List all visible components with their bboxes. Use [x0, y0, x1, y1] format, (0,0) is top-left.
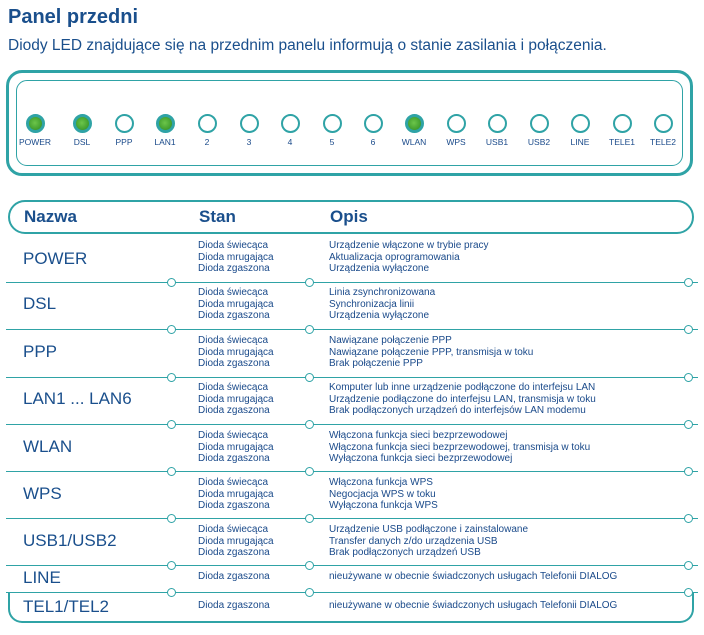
led-usb2 [517, 114, 561, 147]
row-descriptions [329, 335, 533, 370]
led-label: POWER [18, 137, 52, 147]
led-wps [434, 114, 478, 147]
led-indicator-icon [447, 114, 466, 133]
led-indicator-icon [405, 114, 424, 133]
separator-dot-icon [684, 325, 693, 334]
separator-dot-icon [305, 420, 314, 429]
description-line: Urządzenie podłączone do interfejsu LAN, transmisja w toku [329, 393, 596, 405]
state-line: Dioda zgaszona [198, 263, 270, 274]
separator-dot-icon [167, 514, 176, 523]
separator-dot-icon [167, 420, 176, 429]
row-descriptions [329, 382, 596, 417]
row-separator [0, 325, 704, 335]
led-label: TELE2 [650, 137, 676, 147]
page-title: Panel przedni [8, 6, 139, 28]
row-name: WPS [23, 484, 62, 503]
row-descriptions [329, 240, 489, 275]
state-line: Dioda świecąca [198, 240, 269, 251]
state-line: Dioda mrugająca [198, 488, 274, 500]
row-descriptions [329, 571, 617, 583]
led-dsl [60, 114, 104, 147]
separator-line [6, 565, 698, 566]
led-indicator-icon [571, 114, 590, 133]
row-states [198, 524, 274, 559]
separator-line [6, 282, 698, 283]
led-label: LAN1 [154, 137, 176, 147]
led-indicator-icon [198, 114, 217, 133]
row-name: LAN1 ... LAN6 [23, 389, 132, 408]
state-line: Dioda świecąca [198, 477, 269, 488]
led-power [13, 114, 57, 147]
header-name: Nazwa [24, 207, 77, 226]
row-name: USB1/USB2 [23, 531, 117, 550]
led-indicator-icon [488, 114, 507, 133]
separator-dot-icon [167, 373, 176, 382]
separator-dot-icon [167, 561, 176, 570]
led-label: DSL [73, 137, 91, 147]
state-line: Dioda mrugająca [198, 535, 274, 547]
led-label: 6 [370, 137, 376, 147]
state-line: Dioda zgaszona [198, 358, 270, 369]
led-2 [185, 114, 229, 147]
description-line: Włączona funkcja sieci bezprzewodowej, transmisja w toku [329, 441, 591, 453]
led-label: USB1 [485, 137, 509, 147]
separator-line [6, 471, 698, 472]
header-desc: Opis [330, 207, 368, 226]
description-line: Urządzenie włączone w trybie pracy [329, 240, 489, 251]
led-usb1 [475, 114, 519, 147]
separator-dot-icon [305, 325, 314, 334]
row-states [198, 477, 274, 512]
row-name: DSL [23, 294, 57, 313]
led-label: 3 [246, 137, 252, 147]
row-states [198, 240, 274, 275]
state-line: Dioda świecąca [198, 524, 269, 535]
description-line: Włączona funkcja WPS [329, 477, 433, 488]
separator-dot-icon [684, 278, 693, 287]
state-line: Dioda mrugająca [198, 441, 274, 453]
description-line: Synchronizacja linii [329, 298, 415, 310]
separator-dot-icon [305, 278, 314, 287]
state-line: Dioda zgaszona [198, 547, 270, 558]
description-line: Aktualizacja oprogramowania [329, 251, 460, 263]
separator-line [6, 377, 698, 378]
led-indicator-icon [240, 114, 259, 133]
description-line: Nawiązane połączenie PPP [329, 335, 452, 346]
led-indicator-icon [613, 114, 632, 133]
table-bottom-border [8, 593, 694, 623]
led-6 [351, 114, 395, 147]
row-states [198, 571, 270, 583]
row-separator [0, 420, 704, 430]
row-name: TEL1/TEL2 [23, 597, 109, 616]
led-label: WPS [446, 137, 466, 147]
state-line: Dioda zgaszona [198, 571, 270, 582]
description-line: Negocjacja WPS w toku [329, 488, 436, 500]
state-line: Dioda świecąca [198, 335, 269, 346]
description-line: Urządzenia wyłączone [329, 310, 430, 321]
page-subtitle: Diody LED znajdujące się na przednim panelu informują o stanie zasilania i połączenia. [8, 37, 607, 54]
state-line: Dioda świecąca [198, 382, 269, 393]
led-label: 5 [329, 137, 335, 147]
separator-dot-icon [305, 514, 314, 523]
state-line: Dioda mrugająca [198, 298, 274, 310]
description-line: nieużywane w obecnie świadczonych usługach Telefonii DIALOG [329, 600, 618, 611]
led-label: LINE [570, 137, 590, 147]
separator-line [6, 329, 698, 330]
row-descriptions [329, 430, 590, 465]
state-line: Dioda zgaszona [198, 310, 270, 321]
separator-dot-icon [167, 325, 176, 334]
description-line: nieużywane w obecnie świadczonych usługach Telefonii DIALOG [329, 571, 618, 582]
description-line: Włączona funkcja sieci bezprzewodowej [329, 430, 508, 441]
led-label: 2 [204, 137, 210, 147]
state-line: Dioda zgaszona [198, 405, 270, 416]
separator-dot-icon [305, 561, 314, 570]
led-indicator-icon [654, 114, 673, 133]
separator-dot-icon [167, 278, 176, 287]
state-line: Dioda zgaszona [198, 600, 270, 611]
led-indicator-icon [323, 114, 342, 133]
led-label: 4 [287, 137, 293, 147]
led-label: USB2 [527, 137, 551, 147]
led-wlan [392, 114, 436, 147]
state-line: Dioda mrugająca [198, 346, 274, 358]
row-separator [0, 373, 704, 383]
row-descriptions [329, 524, 528, 559]
led-indicator-icon [156, 114, 175, 133]
led-indicator-icon [73, 114, 92, 133]
led-indicator-icon [530, 114, 549, 133]
description-line: Urządzenia wyłączone [329, 263, 430, 274]
separator-dot-icon [684, 561, 693, 570]
state-line: Dioda zgaszona [198, 500, 270, 511]
header-state: Stan [199, 207, 236, 226]
led-label: PPP [115, 137, 133, 147]
led-5 [310, 114, 354, 147]
separator-dot-icon [684, 373, 693, 382]
led-label: WLAN [401, 137, 427, 147]
state-line: Dioda świecąca [198, 430, 269, 441]
led-tele2 [641, 114, 685, 147]
separator-dot-icon [167, 467, 176, 476]
led-lan1 [143, 114, 187, 147]
description-line: Linia zsynchronizowana [329, 287, 436, 298]
led-label: TELE1 [609, 137, 635, 147]
row-states [198, 287, 274, 322]
description-line: Urządzenie USB podłączone i zainstalowane [329, 524, 529, 535]
separator-dot-icon [684, 467, 693, 476]
state-line: Dioda mrugająca [198, 251, 274, 263]
description-line: Wyłączona funkcja sieci bezprzewodowej [329, 453, 513, 464]
front-panel [6, 70, 693, 176]
separator-dot-icon [305, 467, 314, 476]
table-header [8, 200, 694, 234]
state-line: Dioda świecąca [198, 287, 269, 298]
row-separator [0, 278, 704, 288]
separator-dot-icon [305, 373, 314, 382]
row-states [198, 382, 274, 417]
row-states [198, 335, 274, 370]
led-indicator-icon [115, 114, 134, 133]
led-indicator-icon [364, 114, 383, 133]
led-tele1 [600, 114, 644, 147]
description-line: Brak połączenie PPP [329, 358, 423, 369]
led-3 [227, 114, 271, 147]
separator-dot-icon [684, 514, 693, 523]
description-line: Brak podłączonych urządzeń do interfejsów LAN modemu [329, 405, 586, 416]
separator-line [6, 424, 698, 425]
description-line: Komputer lub inne urządzenie podłączone do interfejsu LAN [329, 382, 596, 393]
description-line: Brak podłączonych urządzeń USB [329, 547, 481, 558]
row-name: WLAN [23, 437, 73, 456]
led-4 [268, 114, 312, 147]
description-line: Nawiązane połączenie PPP, transmisja w toku [329, 346, 534, 358]
row-name: POWER [23, 249, 88, 268]
description-line: Wyłączona funkcja WPS [329, 500, 438, 511]
row-name: PPP [23, 342, 58, 361]
row-descriptions [329, 287, 435, 322]
row-states [198, 430, 274, 465]
separator-line [6, 518, 698, 519]
row-separator [0, 514, 704, 524]
separator-dot-icon [684, 420, 693, 429]
row-separator [0, 467, 704, 477]
led-indicator-icon [281, 114, 300, 133]
state-line: Dioda zgaszona [198, 453, 270, 464]
state-line: Dioda mrugająca [198, 393, 274, 405]
led-line [558, 114, 602, 147]
row-name: LINE [23, 568, 61, 587]
row-separator [0, 561, 704, 571]
led-ppp [102, 114, 146, 147]
row-descriptions [329, 477, 438, 512]
description-line: Transfer danych z/do urządzenia USB [329, 535, 498, 547]
led-indicator-icon [26, 114, 45, 133]
